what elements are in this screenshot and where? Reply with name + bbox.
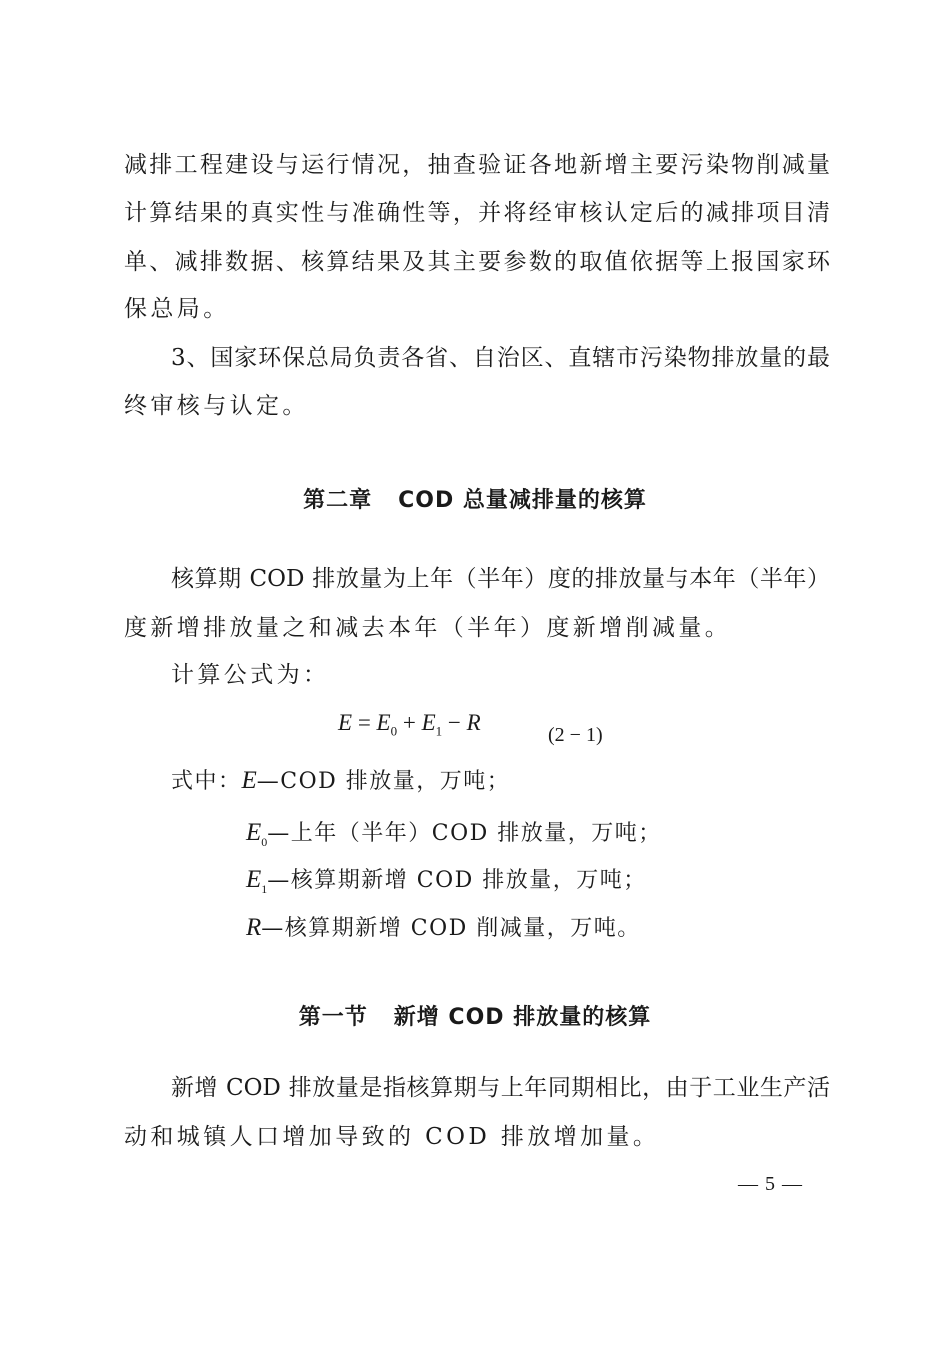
paragraph-line: 保总局。 xyxy=(124,296,230,322)
paragraph-line: 度新增排放量之和减去本年（半年）度新增削减量。 xyxy=(124,615,732,641)
paragraph-line: 3、国家环保总局负责各省、自治区、直辖市污染物排放量的最 xyxy=(171,345,830,371)
paragraph-line: 计算结果的真实性与准确性等，并将经审核认定后的减排项目清 xyxy=(124,200,830,226)
variable-definition xyxy=(246,818,662,857)
paragraph-line: 减排工程建设与运行情况，抽查验证各地新增主要污染物削减量 xyxy=(124,152,830,178)
formula-operator: = xyxy=(352,710,377,735)
formula-symbol: R xyxy=(466,710,481,735)
variable-description: —COD 排放量，万吨； xyxy=(256,769,511,794)
variable-definition xyxy=(246,913,641,944)
variable-definition xyxy=(171,766,510,797)
equation xyxy=(338,708,481,747)
formula-subscript: 0 xyxy=(390,723,398,739)
page-number: — 5 — xyxy=(738,1173,803,1195)
variable-symbol: E xyxy=(241,767,257,794)
paragraph-line: 核算期 COD 排放量为上年（半年）度的排放量与本年（半年） xyxy=(171,566,830,592)
chapter-heading: 第二章 COD 总量减排量的核算 xyxy=(303,488,647,513)
variable-description: —上年（半年）COD 排放量，万吨； xyxy=(267,821,662,846)
formula-intro: 计算公式为： xyxy=(171,662,330,688)
paragraph-line: 新增 COD 排放量是指核算期与上年同期相比，由于工业生产活 xyxy=(171,1075,830,1101)
variable-symbol: R xyxy=(246,914,262,941)
variable-symbol: $E_1$ xyxy=(246,866,268,896)
variable-symbol: $E_0$ xyxy=(246,819,268,849)
formula-symbol: E xyxy=(376,710,391,735)
formula-symbol: E xyxy=(421,710,436,735)
where-label: 式中： xyxy=(171,769,242,794)
paragraph-line: 终审核与认定。 xyxy=(124,393,309,419)
variable-definition xyxy=(246,865,647,904)
variable-description: —核算期新增 COD 排放量，万吨； xyxy=(267,868,647,893)
formula-symbol: E xyxy=(338,710,353,735)
formula-operator: + xyxy=(397,710,422,735)
formula-operator: − xyxy=(442,710,467,735)
variable-description: —核算期新增 COD 削减量，万吨。 xyxy=(261,916,641,941)
paragraph-line: 动和城镇人口增加导致的 COD 排放增加量。 xyxy=(124,1124,660,1150)
section-heading: 第一节 新增 COD 排放量的核算 xyxy=(298,1005,652,1030)
formula-subscript: 1 xyxy=(435,723,443,739)
paragraph-line: 单、减排数据、核算结果及其主要参数的取值依据等上报国家环 xyxy=(124,249,830,275)
equation-number: (2 − 1) xyxy=(548,724,603,746)
